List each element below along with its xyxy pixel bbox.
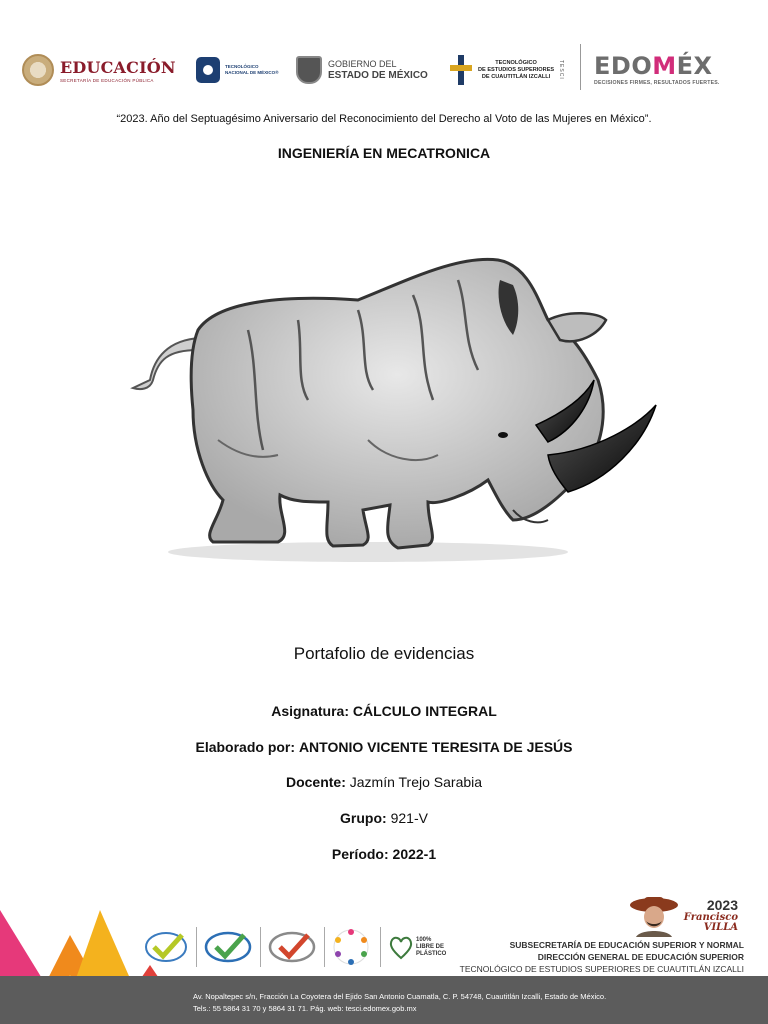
edomex-slogan: DECISIONES FIRMES, RESULTADOS FUERTES. — [594, 80, 720, 86]
cert-seal-4 — [328, 925, 374, 969]
subject-value: CÁLCULO INTEGRAL — [352, 703, 497, 719]
check-seal-icon — [144, 929, 188, 965]
author-label: Elaborado por: — [195, 739, 296, 755]
footer-address: Av. Nopaltepec s/n, Fracción La Coyotera del Ejido San Antonio Cuamatla, C. P. 54748, Cuautitlán Izcalli, Estado de México. — [193, 992, 607, 1001]
period-label: Período: — [331, 846, 389, 862]
villa-name-line1: Francisco — [683, 912, 738, 923]
plastic-free-text: 100% LIBRE DE PLÁSTICO — [416, 936, 447, 957]
educacion-title: EDUCACIÓN — [60, 57, 176, 77]
gobierno-logo — [296, 44, 428, 96]
tesci-logo — [450, 44, 578, 96]
star-ring-icon — [331, 927, 371, 967]
footer — [0, 897, 768, 1024]
tecnm-gear-icon — [196, 57, 220, 83]
cert-divider — [380, 927, 381, 967]
cert-divider — [260, 927, 261, 967]
header-divider — [580, 44, 581, 90]
tesci-line1: TECNOLÓGICO — [495, 59, 537, 66]
edomex-title — [594, 54, 713, 78]
dept-line3: TECNOLÓGICO DE ESTUDIOS SUPERIORES DE CUAUTITLÁN IZCALLI — [459, 964, 744, 974]
educacion-logo — [22, 44, 182, 96]
villa-name-line2: VILLA — [703, 922, 738, 933]
teacher-value: Jazmín Trejo Sarabia — [349, 774, 483, 790]
footer-address-bar — [0, 976, 768, 1024]
cert-seal-2 — [200, 925, 256, 969]
tesci-line3: DE CUAUTITLÁN IZCALLI — [481, 73, 551, 80]
tecnm-line1: TECNOLÓGICO — [225, 64, 259, 69]
group-value: 921-V — [390, 810, 428, 826]
heart-leaf-icon — [388, 934, 414, 960]
cert-seal-1 — [140, 925, 192, 969]
villa-portrait-icon — [628, 893, 680, 937]
header-logos — [22, 44, 752, 96]
edomex-logo — [594, 44, 752, 96]
edomex-title-mark: M — [652, 52, 677, 80]
subject-line — [0, 703, 768, 719]
dept-line2: DIRECCIÓN GENERAL DE EDUCACIÓN SUPERIOR — [537, 952, 744, 962]
villa-name — [684, 913, 738, 933]
footer-phones: Tels.: 55 5864 31 70 y 5864 31 71. Pág. web: tesci.edomex.gob.mx — [193, 1004, 417, 1013]
period-value: 2022-1 — [392, 846, 437, 862]
group-label: Grupo: — [340, 810, 387, 826]
villa-year: 2023 — [706, 897, 738, 913]
tesci-emblem-icon — [450, 55, 472, 85]
rhino-illustration — [128, 240, 658, 570]
check-seal-icon — [204, 929, 252, 965]
subject-label: Asignatura: — [271, 703, 349, 719]
edomex-title-pre: EDO — [594, 52, 653, 80]
portfolio-title: Portafolio de evidencias — [293, 644, 475, 663]
teacher-line — [0, 774, 768, 790]
department-info — [460, 940, 744, 974]
gobierno-line1: GOBIERNO DEL — [328, 59, 397, 69]
mexico-seal-icon — [22, 54, 54, 86]
cert-seal-3 — [264, 925, 320, 969]
francisco-villa-logo — [624, 893, 744, 939]
teacher-label: Docente: — [285, 774, 346, 790]
cert-divider — [324, 927, 325, 967]
edomex-title-post: ÉX — [676, 52, 713, 80]
tecnm-logo — [196, 44, 282, 96]
edomex-shield-icon — [296, 56, 322, 84]
author-value: ANTONIO VICENTE TERESITA DE JESÚS — [298, 739, 573, 755]
gobierno-line2: ESTADO DE MÉXICO — [328, 70, 428, 81]
period-line — [0, 846, 768, 862]
tesci-line2: DE ESTUDIOS SUPERIORES — [478, 66, 555, 73]
cert-divider — [196, 927, 197, 967]
group-line — [0, 810, 768, 826]
career-title: INGENIERÍA EN MECATRONICA — [277, 145, 491, 161]
year-motto: “2023. Año del Septuagésimo Aniversario del Reconocimiento del Derecho al Voto de las Mujeres en México”. — [116, 113, 652, 125]
tesci-vertical: TESCI — [558, 60, 565, 80]
educacion-subtitle: SECRETARÍA DE EDUCACIÓN PÚBLICA — [60, 77, 154, 83]
tecnm-line2: NACIONAL DE MÉXICO® — [225, 70, 279, 75]
dept-line1: SUBSECRETARÍA DE EDUCACIÓN SUPERIOR Y NORMAL — [509, 940, 744, 950]
check-seal-icon — [268, 929, 316, 965]
plastic-free-badge — [386, 925, 452, 969]
author-line — [0, 739, 768, 755]
